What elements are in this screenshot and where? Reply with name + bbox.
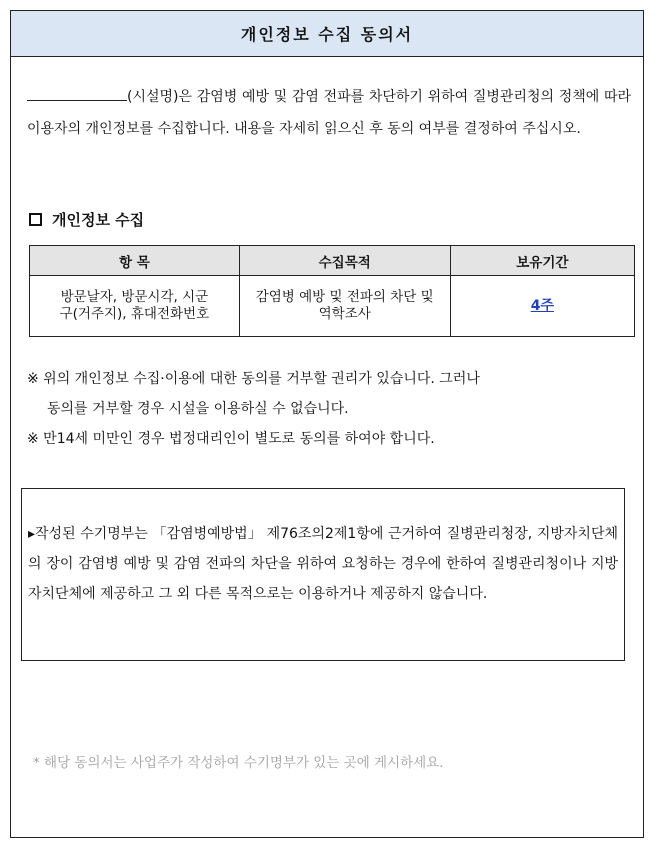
- intro-paragraph: [27, 81, 631, 145]
- section-heading-text: 개인정보 수집: [52, 211, 145, 229]
- note-refusal-right: ※ 위의 개인정보 수집·이용에 대한 동의를 거부할 권리가 있습니다. 그러나: [27, 371, 480, 387]
- header-items: 항 목: [30, 246, 240, 276]
- header-retention: 보유기간: [450, 246, 634, 276]
- square-bullet-icon: [29, 213, 42, 226]
- retention-value: 4주: [530, 297, 554, 314]
- form-title: 개인정보 수집 동의서: [240, 25, 414, 44]
- section-heading: [29, 209, 144, 230]
- notice-text: ▸작성된 수기명부는 「감염병예방법」 제76조의2제1항에 근거하여 질병관리청장, 지방자치단체의 장이 감염병 예방 및 감염 전파의 차단을 위하여 요청하는 경우에 한하여 질병관리청이나 지방자치단체에 제공하고 그 외 다른 목적으로는 이용하거나 제공하지 않습니다.: [28, 526, 618, 602]
- title-bar: [11, 11, 643, 57]
- note-refusal-consequence: 동의를 거부할 경우 시설을 이용하실 수 없습니다.: [47, 401, 349, 417]
- table-row: [30, 276, 635, 337]
- table-header-row: [30, 246, 635, 276]
- cell-retention: [450, 276, 634, 337]
- note-minor-consent: ※ 만14세 미만인 경우 법정대리인이 별도로 동의를 하여야 합니다.: [27, 431, 435, 447]
- cell-items-text: 방문날자, 방문시각, 시군구(거주지), 휴대전화번호: [59, 289, 210, 322]
- header-purpose: 수집목적: [239, 246, 450, 276]
- consent-form: [10, 10, 644, 838]
- collection-table: [29, 245, 635, 337]
- facility-name-blank: [27, 86, 127, 101]
- cell-purpose-text: 감염병 예방 및 전파의 차단 및 역학조사: [255, 289, 434, 322]
- footnote: * 해당 동의서는 사업주가 작성하여 수기명부가 있는 곳에 게시하세요.: [33, 755, 444, 771]
- cell-items: [30, 276, 240, 337]
- cell-purpose: [239, 276, 450, 337]
- notes: [27, 364, 635, 454]
- intro-text: (시설명)은 감염병 예방 및 감염 전파를 차단하기 위하여 질병관리청의 정책에 따라 이용자의 개인정보를 수집합니다. 내용을 자세히 읽으신 후 동의 여부를 결정하여 주십시오.: [27, 89, 631, 137]
- notice-box: [21, 488, 625, 661]
